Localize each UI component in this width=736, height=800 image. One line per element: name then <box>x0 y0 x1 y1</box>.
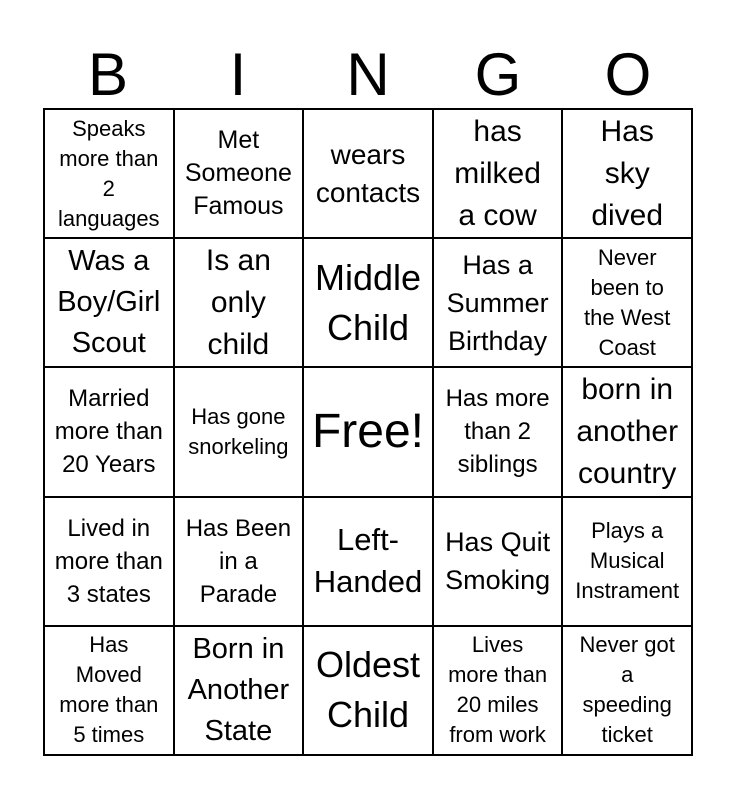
cell-text: Has a Summer Birthday <box>446 249 549 356</box>
cell-text: has milked a cow <box>454 114 541 232</box>
cell-text: Met Someone Famous <box>184 126 292 221</box>
cell-text: Has Moved more than 5 times <box>59 632 159 748</box>
cell-text: Has gone snorkeling <box>188 403 289 459</box>
bingo-cell[interactable] <box>433 626 563 755</box>
bingo-cell[interactable] <box>44 626 174 755</box>
cell-text: Has Quit Smoking <box>445 527 551 596</box>
bingo-cell[interactable] <box>174 109 304 238</box>
cell-text: Has Been in a Parade <box>185 514 292 608</box>
bingo-cell[interactable] <box>562 109 692 238</box>
cell-text: Speaks more than 2 languages <box>58 115 160 231</box>
bingo-cell[interactable] <box>303 238 433 367</box>
bingo-cell[interactable] <box>303 626 433 755</box>
bingo-cell[interactable] <box>562 367 692 496</box>
cell-text: born in another country <box>576 373 679 490</box>
bingo-cell[interactable] <box>174 238 304 367</box>
bingo-cell[interactable] <box>44 497 174 626</box>
cell-text: Lives more than 20 miles from work <box>448 632 548 748</box>
free-space[interactable] <box>303 367 433 496</box>
cell-text: Never got a speeding ticket <box>579 632 675 748</box>
bingo-cell[interactable] <box>433 238 563 367</box>
cell-text: Was a Boy/Girl Scout <box>57 245 161 360</box>
header-letter-g: G <box>474 41 522 108</box>
bingo-cell[interactable] <box>174 367 304 496</box>
cell-text: Never been to the West Coast <box>583 244 671 360</box>
bingo-cell[interactable] <box>174 497 304 626</box>
bingo-header <box>43 42 693 108</box>
bingo-cell[interactable] <box>44 367 174 496</box>
bingo-cell[interactable] <box>44 109 174 238</box>
bingo-board <box>43 108 693 756</box>
bingo-cell[interactable] <box>433 497 563 626</box>
cell-text: wears contacts <box>315 138 421 208</box>
cell-text: Plays a Musical Instrament <box>575 518 680 604</box>
cell-text: Married more than 20 Years <box>54 385 163 479</box>
bingo-cell[interactable] <box>433 109 563 238</box>
bingo-cell[interactable] <box>303 109 433 238</box>
bingo-cell[interactable] <box>433 367 563 496</box>
header-letter-b: B <box>87 41 129 108</box>
bingo-cell[interactable] <box>303 497 433 626</box>
bingo-cell[interactable] <box>44 238 174 367</box>
header-letter-o: O <box>604 41 652 108</box>
header-letter-n: N <box>346 41 390 108</box>
cell-text: Has sky dived <box>591 114 664 232</box>
cell-text: Middle Child <box>314 256 422 348</box>
bingo-cell[interactable] <box>562 497 692 626</box>
cell-text: Left- Handed <box>313 522 423 600</box>
cell-text: Is an only child <box>205 243 271 361</box>
cell-text: Oldest Child <box>315 644 421 736</box>
bingo-cell[interactable] <box>174 626 304 755</box>
cell-text: Has more than 2 siblings <box>445 385 550 479</box>
cell-text: Free! <box>311 404 424 458</box>
bingo-cell[interactable] <box>562 626 692 755</box>
cell-text: Born in Another State <box>187 632 290 747</box>
bingo-cell[interactable] <box>562 238 692 367</box>
header-letter-i: I <box>229 41 247 108</box>
cell-text: Lived in more than 3 states <box>54 514 163 608</box>
